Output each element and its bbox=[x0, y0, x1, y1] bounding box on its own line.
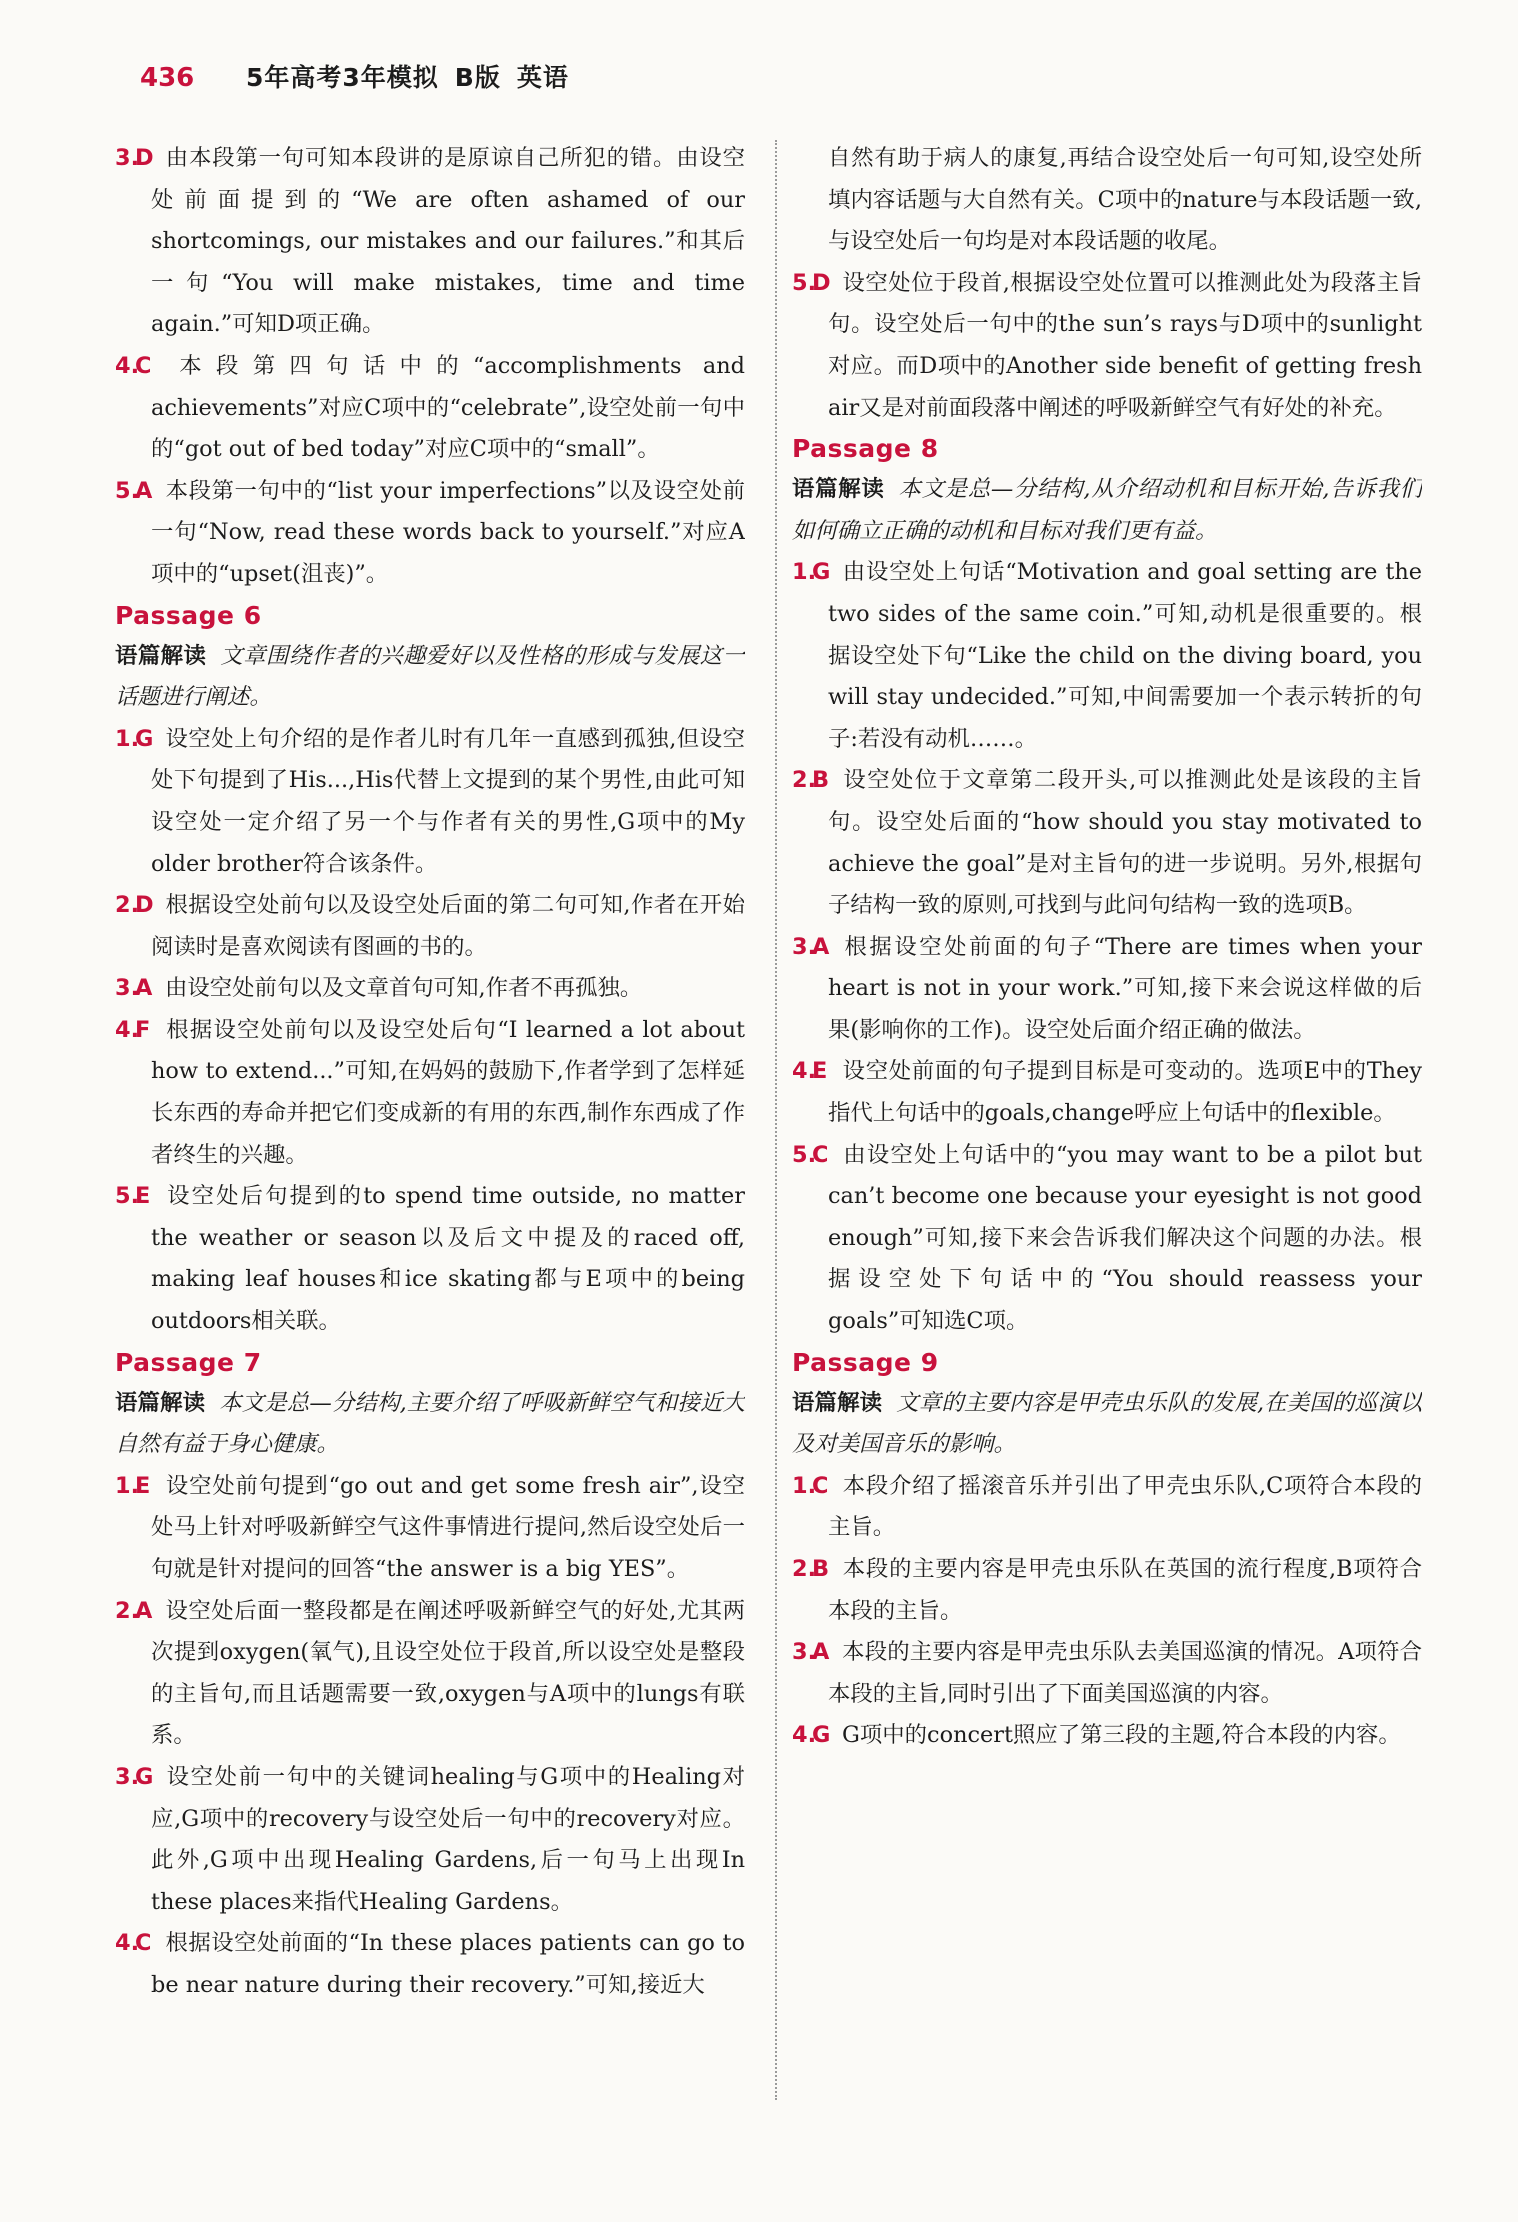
answer-item bbox=[115, 1010, 745, 1176]
item-number: 1. bbox=[792, 1472, 817, 1499]
item-answer: G bbox=[812, 559, 831, 586]
item-explanation: 根据设空处前面的“In these places patients can go to be near nature during their recovery.”可知,接近大 bbox=[151, 1930, 745, 1998]
item-number: 4. bbox=[115, 352, 140, 379]
answer-item bbox=[115, 346, 745, 471]
answer-item bbox=[792, 1632, 1422, 1715]
item-answer: G bbox=[135, 1763, 154, 1790]
answer-item bbox=[115, 471, 745, 596]
item-number: 2. bbox=[115, 892, 140, 919]
item-number: 4. bbox=[115, 1930, 140, 1957]
item-number: 4. bbox=[792, 1722, 817, 1749]
item-explanation: 根据设空处前面的句子“There are times when your heart is not in your work.”可知,接下来会说这样做的后果(影响你的工作)。设空处后面介绍正确的做法。 bbox=[828, 933, 1422, 1043]
continued-explanation: 自然有助于病人的康复,再结合设空处后一句可知,设空处所填内容话题与大自然有关。C项中的nature与本段话题一致,与设空处后一句均是对本段话题的收尾。 bbox=[828, 145, 1422, 255]
answer-item bbox=[115, 968, 745, 1010]
item-explanation: G项中的concert照应了第三段的主题,符合本段的内容。 bbox=[842, 1722, 1401, 1749]
book-title-main: 5年高考3年模拟 bbox=[246, 63, 439, 92]
item-explanation: 设空处前面的句子提到目标是可变动的。选项E中的They指代上句话中的goals,change呼应上句话中的flexible。 bbox=[828, 1058, 1422, 1127]
item-number: 3. bbox=[115, 145, 140, 171]
summary-text: 文章围绕作者的兴趣爱好以及性格的形成与发展这一话题进行阐述。 bbox=[115, 642, 745, 711]
item-answer: C bbox=[812, 1141, 829, 1168]
item-explanation: 本段介绍了摇滚音乐并引出了甲壳虫乐队,C项符合本段的主旨。 bbox=[828, 1472, 1422, 1541]
item-explanation: 由设空处上句话“Motivation and goal setting are the two sides of the same coin.”可知,动机是很重要的。根据设空处下句“Like the child on the diving board, you will stay undecided.”可知,中间需要加一个表示转折的句子:若没有动机……。 bbox=[828, 559, 1422, 752]
item-answer: G bbox=[812, 1722, 831, 1749]
summary-text: 文章的主要内容是甲壳虫乐队的发展,在美国的巡演以及对美国音乐的影响。 bbox=[792, 1389, 1422, 1458]
item-explanation: 由设空处前句以及文章首句可知,作者不再孤独。 bbox=[165, 975, 643, 1002]
answer-item bbox=[115, 1591, 745, 1757]
answer-item bbox=[115, 885, 745, 968]
passage-summary bbox=[115, 1383, 745, 1466]
item-number: 3. bbox=[792, 1639, 817, 1666]
item-explanation: 设空处后句提到的to spend time outside, no matter the weather or season以及后文中提及的raced off, making leaf houses和ice skating都与E项中的being outdoors相关联。 bbox=[151, 1183, 745, 1335]
item-explanation: 本段第四句话中的“accomplishments and achievements”对应C项中的“celebrate”,设空处前一句中的“got out of bed today”对应C项中的“small”。 bbox=[151, 352, 745, 463]
answer-item bbox=[792, 1135, 1422, 1343]
item-answer: E bbox=[135, 1472, 151, 1499]
item-answer: A bbox=[135, 1597, 153, 1624]
answer-item bbox=[792, 552, 1422, 760]
item-explanation: 设空处前句提到“go out and get some fresh air”,设空处马上针对呼吸新鲜空气这件事情进行提问,然后设空处后一句就是针对提问的回答“the answer is a big YES”。 bbox=[151, 1472, 745, 1582]
item-explanation: 设空处位于段首,根据设空处位置可以推测此处为段落主旨句。设空处后一句中的the sun’s rays与D项中的sunlight对应。而D项中的Another side benefit of getting fresh air又是对前面段落中阐述的呼吸新鲜空气有好处的补充。 bbox=[828, 269, 1422, 421]
answer-item bbox=[792, 263, 1422, 429]
passage-title: Passage 9 bbox=[792, 1347, 939, 1377]
item-number: 4. bbox=[792, 1058, 817, 1085]
left-column bbox=[115, 138, 745, 2158]
item-answer: B bbox=[812, 767, 830, 794]
item-number: 2. bbox=[115, 1597, 140, 1624]
item-number: 5. bbox=[792, 269, 817, 296]
item-number: 2. bbox=[792, 767, 817, 794]
item-answer: F bbox=[135, 1016, 151, 1043]
item-answer: C bbox=[135, 352, 152, 379]
item-explanation: 设空处上句介绍的是作者儿时有几年一直感到孤独,但设空处下句提到了His...,His代替上文提到的某个男性,由此可知设空处一定介绍了另一个与作者有关的男性,G项中的My older brother符合该条件。 bbox=[151, 725, 745, 877]
item-answer: A bbox=[812, 933, 830, 960]
right-column bbox=[792, 138, 1422, 2158]
book-subject: 英语 bbox=[516, 63, 569, 92]
item-number: 3. bbox=[115, 975, 140, 1002]
answer-item bbox=[792, 1051, 1422, 1134]
column-divider bbox=[775, 140, 777, 2100]
book-title bbox=[246, 58, 569, 94]
item-number: 5. bbox=[115, 1183, 140, 1210]
answer-item bbox=[115, 1466, 745, 1591]
item-answer: D bbox=[812, 269, 831, 296]
summary-label: 语篇解读 bbox=[792, 476, 885, 503]
item-answer: G bbox=[135, 725, 154, 752]
item-number: 5. bbox=[792, 1141, 817, 1168]
passage-title: Passage 6 bbox=[115, 600, 262, 630]
answer-item bbox=[115, 1176, 745, 1342]
summary-text: 本文是总—分结构,从介绍动机和目标开始,告诉我们如何确立正确的动机和目标对我们更有益。 bbox=[792, 476, 1422, 544]
summary-label: 语篇解读 bbox=[115, 1389, 206, 1416]
summary-label: 语篇解读 bbox=[792, 1389, 883, 1416]
item-number: 2. bbox=[792, 1556, 817, 1582]
item-number: 1. bbox=[115, 725, 140, 752]
item-explanation: 设空处后面一整段都是在阐述呼吸新鲜空气的好处,尤其两次提到oxygen(氧气),且设空处位于段首,所以设空处是整段的主旨句,而且话题需要一致,oxygen与A项中的lungs有联系。 bbox=[151, 1597, 745, 1749]
item-explanation: 本段第一句中的“list your imperfections”以及设空处前一句“Now, read these words back to yourself.”对应A项中的“upset(沮丧)”。 bbox=[151, 477, 745, 587]
item-answer: D bbox=[135, 145, 154, 171]
item-number: 1. bbox=[115, 1472, 140, 1499]
answer-item bbox=[792, 927, 1422, 1052]
item-answer: C bbox=[135, 1930, 152, 1957]
item-answer: C bbox=[812, 1472, 829, 1499]
item-answer: E bbox=[135, 1183, 151, 1210]
passage-summary bbox=[115, 636, 745, 719]
item-number: 4. bbox=[115, 1016, 140, 1043]
passage-title: Passage 8 bbox=[792, 434, 939, 464]
item-explanation: 根据设空处前句以及设空处后句“I learned a lot about how to extend...”可知,在妈妈的鼓励下,作者学到了怎样延长东西的寿命并把它们变成新的有用的东西,制作东西成了作者终生的兴趣。 bbox=[151, 1016, 745, 1168]
item-number: 3. bbox=[792, 933, 817, 960]
passage-summary bbox=[792, 1383, 1422, 1466]
answer-item bbox=[792, 1466, 1422, 1549]
item-explanation: 本段的主要内容是甲壳虫乐队在英国的流行程度,B项符合本段的主旨。 bbox=[828, 1556, 1422, 1624]
summary-label: 语篇解读 bbox=[115, 642, 207, 669]
item-number: 5. bbox=[115, 477, 140, 504]
page-header bbox=[140, 58, 569, 102]
answer-item bbox=[115, 1757, 745, 1923]
page-number: 436 bbox=[140, 63, 195, 93]
summary-text: 本文是总—分结构,主要介绍了呼吸新鲜空气和接近大自然有益于身心健康。 bbox=[115, 1389, 745, 1458]
item-answer: E bbox=[812, 1058, 828, 1085]
item-explanation: 由设空处上句话中的“you may want to be a pilot but can’t become one because your eyesight is not good enough”可知,接下来会告诉我们解决这个问题的办法。根据设空处下句话中的“You should reassess your goals”可知选C项。 bbox=[828, 1141, 1422, 1335]
item-explanation: 根据设空处前句以及设空处后面的第二句可知,作者在开始阅读时是喜欢阅读有图画的书的。 bbox=[151, 892, 745, 960]
passage-summary bbox=[792, 469, 1422, 552]
item-answer: D bbox=[135, 892, 154, 919]
item-explanation: 设空处前一句中的关键词healing与G项中的Healing对应,G项中的recovery与设空处后一句中的recovery对应。此外,G项中出现Healing Gardens,后一句马上出现In these places来指代Healing Gardens。 bbox=[151, 1763, 745, 1915]
item-explanation: 本段的主要内容是甲壳虫乐队去美国巡演的情况。A项符合本段的主旨,同时引出了下面美国巡演的内容。 bbox=[828, 1639, 1422, 1707]
book-edition: B版 bbox=[454, 63, 501, 92]
item-answer: A bbox=[812, 1639, 830, 1666]
item-number: 1. bbox=[792, 559, 817, 586]
answer-item bbox=[115, 138, 745, 346]
answer-item bbox=[115, 719, 745, 885]
answer-item bbox=[792, 760, 1422, 926]
item-answer: B bbox=[812, 1556, 830, 1582]
item-explanation: 设空处位于文章第二段开头,可以推测此处是该段的主旨句。设空处后面的“how should you stay motivated to achieve the goal”是对主旨句的进一步说明。另外,根据句子结构一致的原则,可找到与此问句结构一致的选项B。 bbox=[828, 767, 1422, 919]
item-answer: A bbox=[135, 477, 153, 504]
answer-item bbox=[115, 1923, 745, 2006]
answer-item bbox=[792, 1549, 1422, 1632]
item-number: 3. bbox=[115, 1763, 140, 1790]
item-explanation: 由本段第一句可知本段讲的是原谅自己所犯的错。由设空处前面提到的“We are often ashamed of our shortcomings, our mistakes and our failures.”和其后一句“You will make mistakes, time and time again.”可知D项正确。 bbox=[151, 145, 745, 338]
passage-title: Passage 7 bbox=[115, 1347, 262, 1377]
item-answer: A bbox=[135, 975, 153, 1002]
answer-item bbox=[792, 1715, 1422, 1757]
